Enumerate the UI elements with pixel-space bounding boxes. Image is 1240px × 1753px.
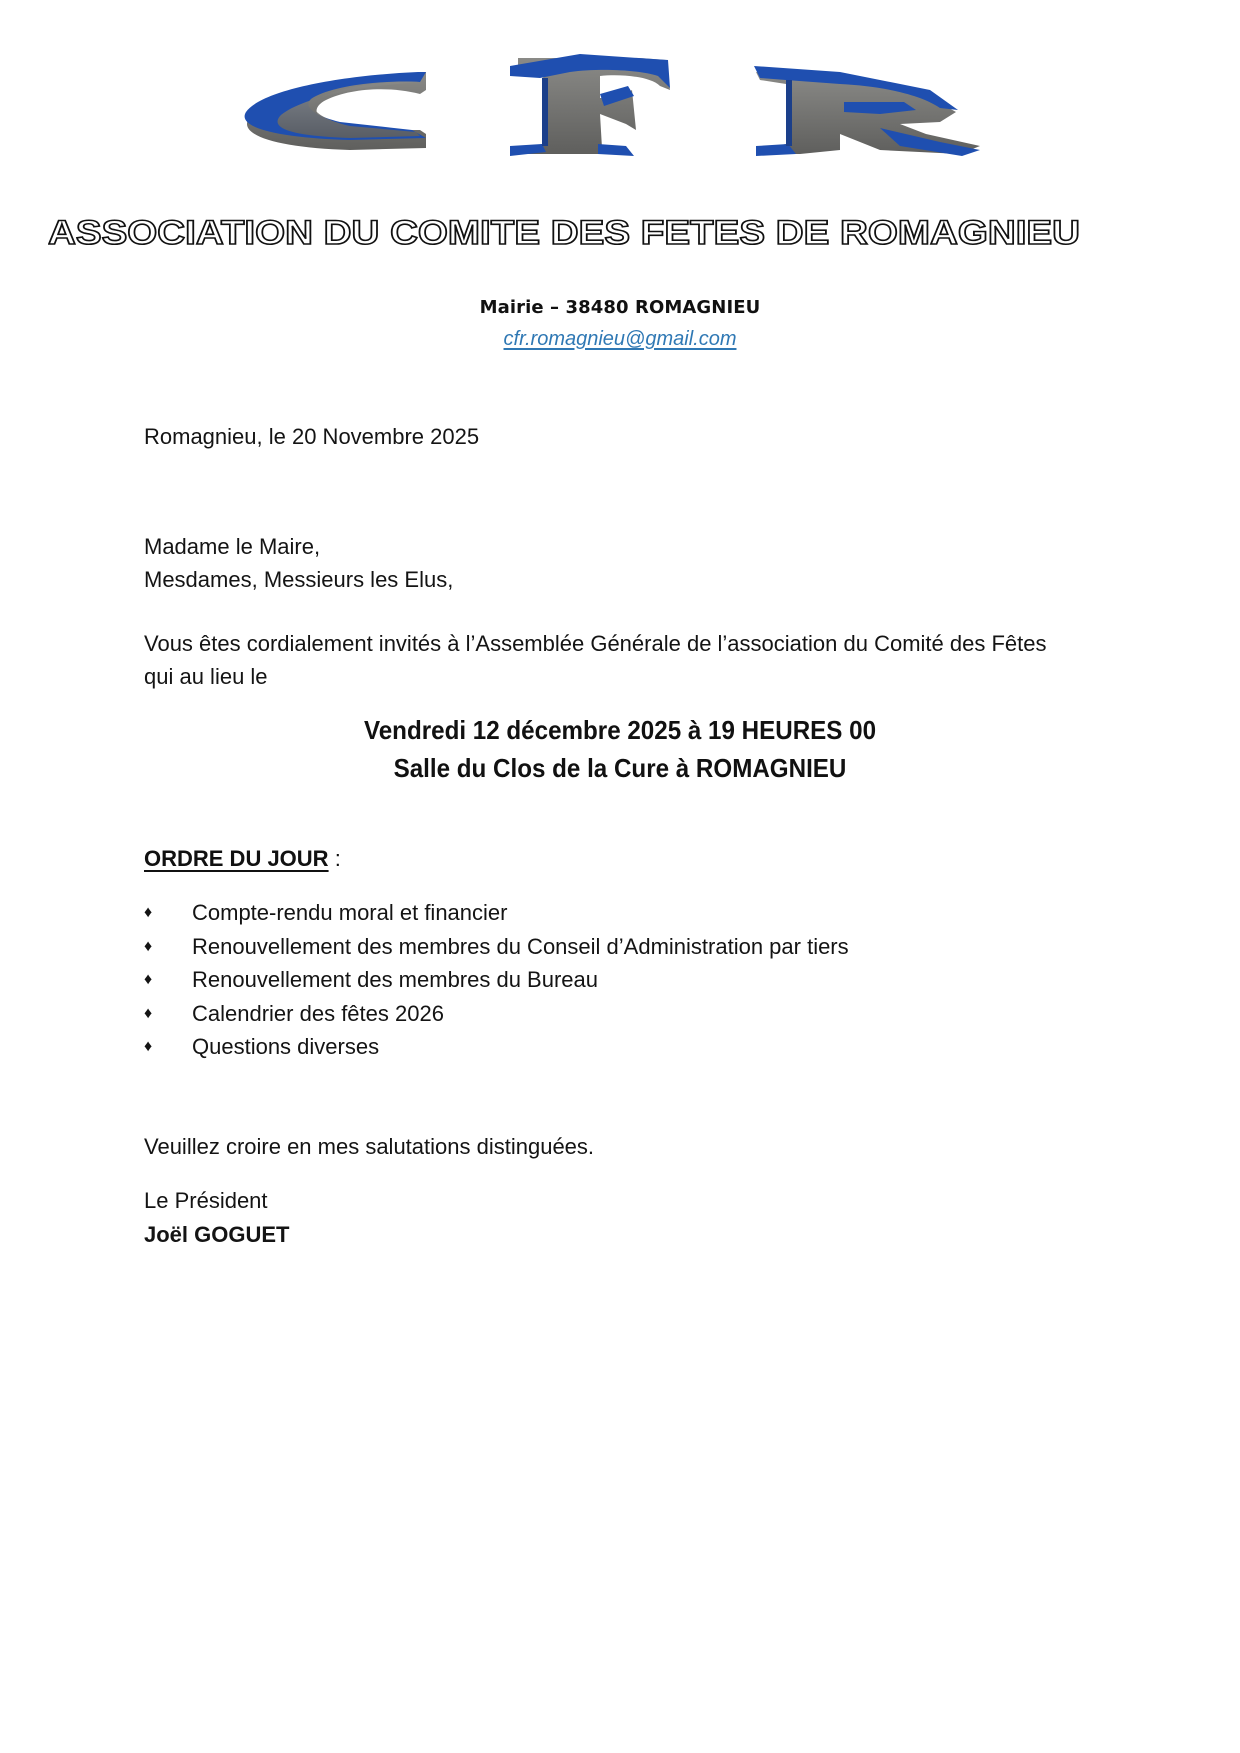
logo-letter-f	[510, 54, 670, 156]
diamond-bullet-icon: ♦	[144, 1004, 153, 1022]
agenda-item	[144, 930, 849, 964]
agenda-item-text: Renouvellement des membres du Conseil d’Administration par tiers	[192, 933, 849, 959]
agenda-item-text: Questions diverses	[192, 1034, 380, 1059]
agenda-item-text: Compte-rendu moral et financier	[192, 900, 508, 925]
closing-formula: Veuillez croire en mes salutations distinguées.	[144, 1134, 595, 1159]
place-date: Romagnieu, le 20 Novembre 2025	[144, 424, 480, 449]
agenda-title: ORDRE DU JOUR	[144, 846, 329, 871]
agenda-item-text: Renouvellement des membres du Bureau	[192, 967, 599, 992]
diamond-bullet-icon: ♦	[144, 904, 153, 921]
agenda-list	[144, 896, 849, 1064]
diamond-bullet-icon: ♦	[144, 1038, 153, 1055]
association-title	[48, 208, 1088, 254]
diamond-bullet-icon: ♦	[144, 971, 153, 988]
salutation-line-2: Mesdames, Messieurs les Elus,	[144, 567, 454, 592]
agenda-heading	[144, 846, 341, 872]
association-name: ASSOCIATION DU COMITE DES FETES DE ROMAGNIEU	[48, 214, 1080, 252]
intro-paragraph: Vous êtes cordialement invités à l’Assemblée Générale de l’association du Comité des Fêtes qui au lieu le	[144, 631, 1047, 689]
logo-letter-c	[245, 72, 426, 150]
agenda-item	[144, 963, 849, 997]
cfr-logo	[240, 50, 1100, 170]
agenda-item	[144, 1030, 849, 1064]
signatory-name: Joël GOGUET	[144, 1222, 290, 1247]
agenda-item	[144, 896, 849, 930]
event-place: Salle du Clos de la Cure à ROMAGNIEU	[393, 753, 847, 783]
email-link-wrapper	[0, 328, 1240, 351]
email-link[interactable]: cfr.romagnieu@gmail.com	[503, 328, 737, 350]
signatory-title: Le Président	[144, 1188, 268, 1213]
diamond-bullet-icon: ♦	[144, 937, 153, 955]
agenda-item	[144, 997, 849, 1031]
agenda-colon: :	[328, 846, 341, 871]
agenda-item-text: Calendrier des fêtes 2026	[192, 1000, 444, 1026]
address: Mairie – 38480 ROMAGNIEU	[479, 297, 761, 318]
salutation-line-1: Madame le Maire,	[144, 534, 321, 559]
logo-letter-r	[754, 66, 980, 156]
event-date: Vendredi 12 décembre 2025 à 19 HEURES 00	[363, 715, 877, 745]
